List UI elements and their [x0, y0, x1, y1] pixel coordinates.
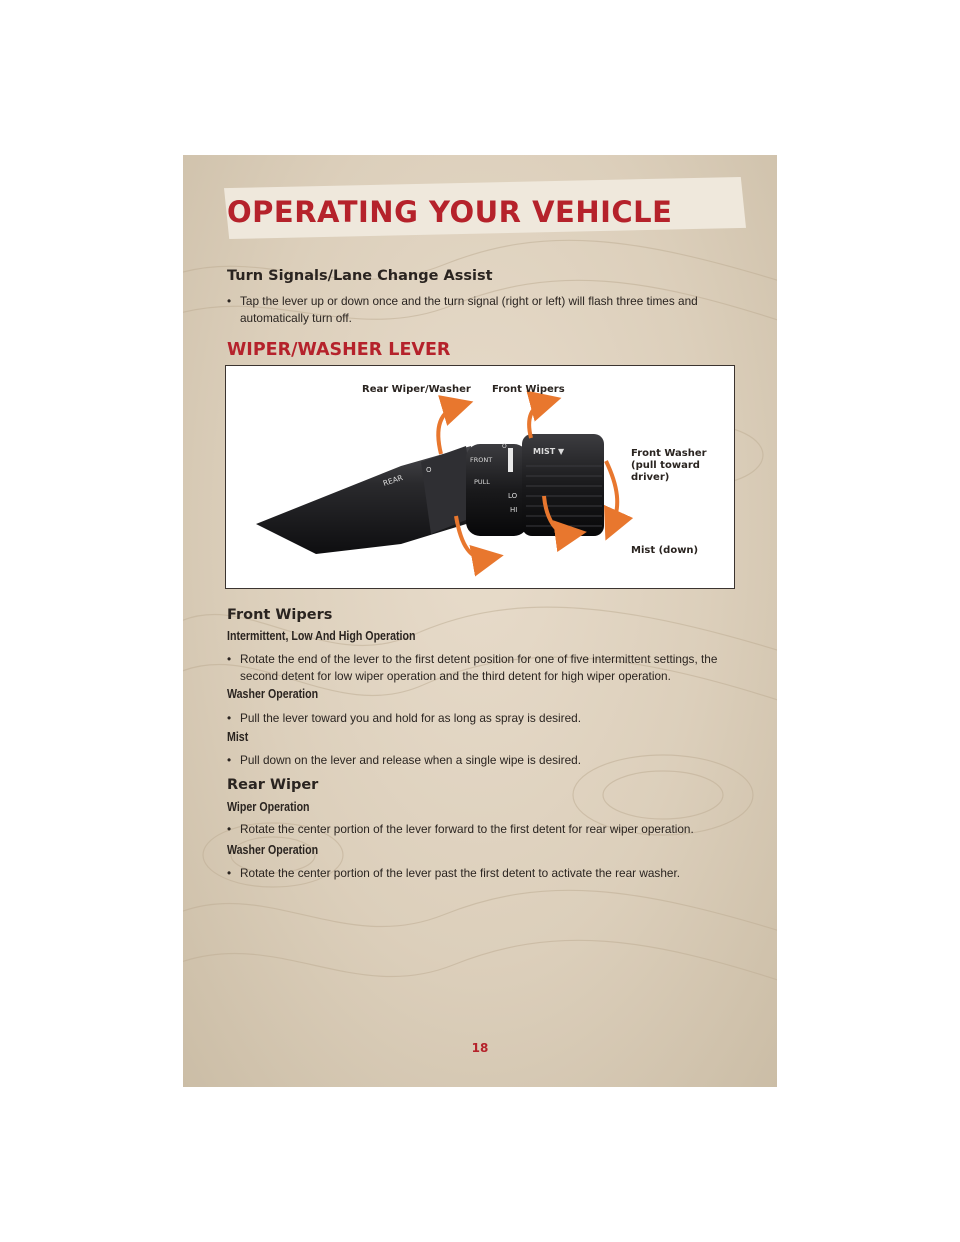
intermittent-bullet: • Rotate the end of the lever to the first detent position for one of five intermittent settings, the second detent for low wiper operation and the third detent for high wiper operation. [227, 651, 742, 685]
lever-marking-off-front: O [502, 443, 507, 450]
mist-arrow [606, 461, 617, 526]
lever-marking-off-rear: O [426, 466, 432, 474]
lever-marking-front: FRONT [470, 456, 493, 464]
rear-washer-heading: Washer Operation [227, 843, 319, 857]
detent-indicator [508, 448, 513, 472]
wiper-washer-heading: WIPER/WASHER LEVER [227, 340, 451, 360]
label-rear-wiper-washer: Rear Wiper/Washer [362, 384, 471, 395]
front-washer-bullet: • Pull the lever toward you and hold for as long as spray is desired. [227, 710, 742, 727]
mist-bullet: • Pull down on the lever and release when a single wipe is desired. [227, 752, 742, 769]
wiper-lever-figure [225, 365, 735, 589]
page-title: OPERATING YOUR VEHICLE [227, 195, 673, 229]
front-washer-heading: Washer Operation [227, 687, 319, 701]
lever-marking-pull: PULL [474, 478, 490, 486]
manual-page [183, 155, 777, 1087]
turn-signals-heading: Turn Signals/Lane Change Assist [227, 268, 493, 284]
rear-wiper-arrow-up [438, 406, 458, 454]
rear-wiper-operation-bullet: • Rotate the center portion of the lever forward to the first detent for rear wiper operation. [227, 821, 742, 838]
rear-wiper-heading: Rear Wiper [227, 777, 319, 793]
label-mist-down: Mist (down) [631, 545, 699, 556]
lever-marking-lo: LO [508, 492, 518, 500]
label-front-washer: Front Washer (pull toward driver) [631, 448, 707, 483]
intermittent-heading: Intermittent, Low And High Operation [227, 629, 416, 643]
mist-heading: Mist [227, 730, 249, 744]
page-number: 18 [471, 1041, 489, 1055]
lever-marking-hi: HI [510, 506, 518, 514]
label-front-wipers: Front Wipers [492, 384, 565, 395]
lever-marking-mist: MIST ▼ [533, 447, 565, 456]
front-wiper-arrow-up [529, 402, 546, 438]
turn-signals-bullet: • Tap the lever up or down once and the turn signal (right or left) will flash three times and automatically turn off. [227, 293, 742, 327]
rear-wiper-operation-heading: Wiper Operation [227, 800, 310, 814]
lever-marking-rear: REAR [381, 473, 404, 488]
front-wipers-heading: Front Wipers [227, 607, 333, 623]
rear-washer-bullet: • Rotate the center portion of the lever past the first detent to activate the rear washer. [227, 865, 742, 882]
